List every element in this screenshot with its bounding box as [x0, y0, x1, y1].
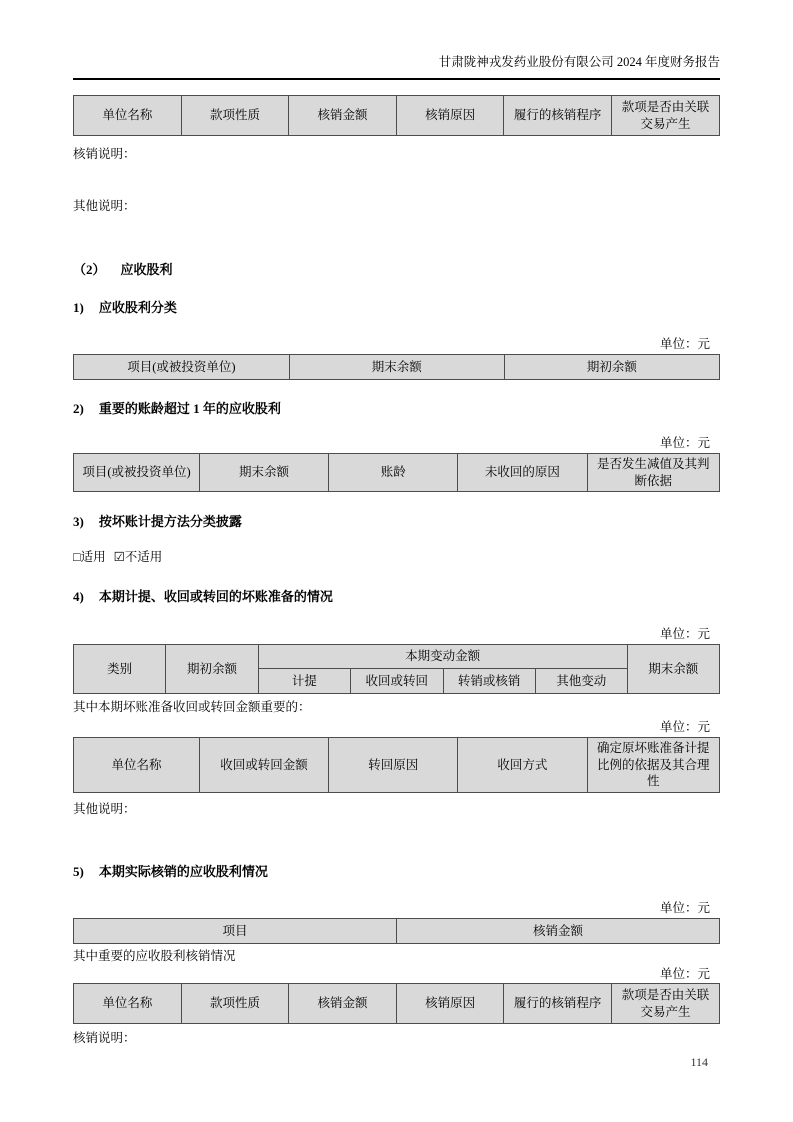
column-header: 单位名称	[74, 96, 182, 136]
column-header: 收回或转回金额	[199, 738, 328, 793]
subsection-heading-1	[73, 300, 720, 316]
column-header: 账龄	[329, 454, 458, 492]
table-header-row	[74, 454, 720, 492]
unit-label: 单位：元	[659, 720, 710, 734]
column-header: 款项性质	[181, 96, 288, 136]
subsection-heading-3	[73, 514, 720, 530]
applicability-row	[73, 549, 720, 565]
column-header: 类别	[74, 645, 166, 694]
subsection-heading-2	[73, 401, 720, 417]
column-header: 核销金额	[289, 984, 397, 1024]
column-header: 转销或核销	[443, 669, 535, 694]
overdue-dividend-table	[73, 453, 720, 492]
unit-label: 单位：元	[659, 337, 710, 351]
subsection-heading-5	[73, 864, 720, 880]
unit-label: 单位：元	[659, 967, 710, 981]
column-header: 核销金额	[397, 919, 720, 944]
important-writeoff-note-label: 其中重要的应收股利核销情况	[73, 949, 236, 963]
writeoff-summary-table	[73, 918, 720, 944]
subsection-title: 应收股利分类	[98, 300, 177, 315]
not-applicable-label: 不适用	[124, 550, 163, 564]
column-header: 期末余额	[199, 454, 328, 492]
column-header: 款项是否由关联交易产生	[612, 96, 720, 136]
applicable-label: 适用	[80, 550, 106, 564]
writeoff-note-label: 核销说明：	[73, 1031, 136, 1045]
subsection-title: 重要的账龄超过 1 年的应收股利	[98, 401, 281, 416]
section-heading-receivable-dividends	[73, 262, 720, 278]
writeoff-detail-table-bottom	[73, 983, 720, 1024]
writeoff-note-label: 核销说明：	[73, 147, 136, 161]
table-header-row	[74, 919, 720, 944]
subsection-heading-4	[73, 589, 720, 605]
section-title: 应收股利	[120, 262, 173, 277]
subsection-title: 本期实际核销的应收股利情况	[98, 864, 268, 879]
column-header: 收回方式	[458, 738, 587, 793]
column-header: 计提	[258, 669, 350, 694]
column-header: 期初余额	[166, 645, 258, 694]
subsection-number: 4)	[73, 589, 84, 604]
table-header-row	[74, 645, 720, 669]
subsection-number: 2)	[73, 401, 84, 416]
column-header: 项目(或被投资单位)	[74, 454, 200, 492]
checkbox-unchecked-icon: □	[73, 550, 81, 564]
important-recovery-note-label: 其中本期坏账准备收回或转回金额重要的：	[73, 700, 311, 714]
column-header: 确定原坏账准备计提比例的依据及其合理性	[587, 738, 719, 793]
unit-label: 单位：元	[659, 627, 710, 641]
subsection-number: 5)	[73, 864, 84, 879]
recovery-detail-table	[73, 737, 720, 793]
column-header: 单位名称	[74, 738, 200, 793]
column-header: 是否发生减值及其判断依据	[587, 454, 719, 492]
report-header-title: 甘肃陇神戎发药业股份有限公司 2024 年度财务报告	[73, 54, 720, 80]
bad-debt-change-table	[73, 644, 720, 694]
page-number: 114	[690, 1055, 708, 1069]
column-header: 期末余额	[289, 355, 504, 380]
column-header: 未收回的原因	[458, 454, 587, 492]
other-note-label: 其他说明：	[73, 199, 136, 213]
column-header: 款项是否由关联交易产生	[612, 984, 720, 1024]
unit-label: 单位：元	[659, 436, 710, 450]
dividend-class-table	[73, 354, 720, 380]
table-header-row	[74, 96, 720, 136]
table-header-row	[74, 984, 720, 1024]
column-header: 核销原因	[396, 96, 503, 136]
column-header: 核销金额	[289, 96, 397, 136]
column-header: 期末余额	[627, 645, 719, 694]
subsection-title: 本期计提、收回或转回的坏账准备的情况	[98, 589, 333, 604]
column-header: 履行的核销程序	[504, 96, 612, 136]
column-header: 项目	[74, 919, 397, 944]
subsection-number: 3)	[73, 514, 84, 529]
table-header-row	[74, 738, 720, 793]
column-header: 期初余额	[504, 355, 719, 380]
column-header: 项目(或被投资单位)	[74, 355, 290, 380]
subsection-title: 按坏账计提方法分类披露	[98, 514, 242, 529]
table-header-row	[74, 355, 720, 380]
unit-label: 单位：元	[659, 901, 710, 915]
checkbox-checked-icon: ☑	[113, 550, 125, 564]
column-header: 转回原因	[329, 738, 458, 793]
section-number: （2）	[73, 262, 106, 277]
column-header: 核销原因	[396, 984, 503, 1024]
column-header: 收回或转回	[351, 669, 443, 694]
column-header: 其他变动	[535, 669, 627, 694]
column-header: 款项性质	[181, 984, 288, 1024]
other-note-label: 其他说明：	[73, 802, 136, 816]
subsection-number: 1)	[73, 300, 84, 315]
column-header: 履行的核销程序	[504, 984, 612, 1024]
column-header: 单位名称	[74, 984, 182, 1024]
column-group-header: 本期变动金额	[258, 645, 627, 669]
writeoff-detail-table-top	[73, 95, 720, 136]
